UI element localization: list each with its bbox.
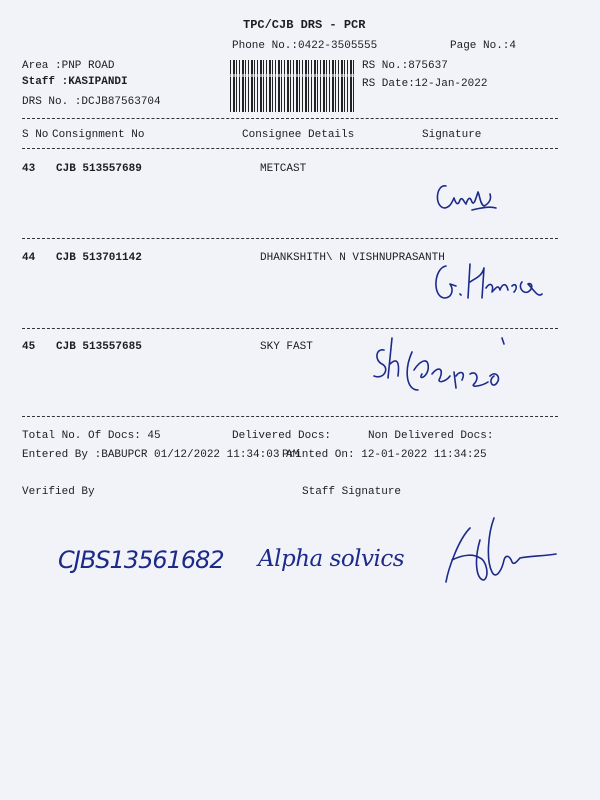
delivered-docs: Delivered Docs: xyxy=(232,430,332,442)
verified-by-label: Verified By xyxy=(22,486,95,498)
rs-number: RS No.:875637 xyxy=(362,60,448,72)
divider xyxy=(22,148,558,149)
non-delivered-docs: Non Delivered Docs: xyxy=(368,430,494,442)
divider xyxy=(22,238,558,239)
recipient-signature-43 xyxy=(432,180,502,220)
divider xyxy=(22,416,558,417)
row-consignment-number: CJB 513557685 xyxy=(56,341,142,353)
column-header-signature: Signature xyxy=(422,129,482,141)
rs-date: RS Date:12-Jan-2022 xyxy=(362,78,488,90)
staff-label: Staff :KASIPANDI xyxy=(22,76,128,88)
divider xyxy=(22,328,558,329)
row-consignee: METCAST xyxy=(260,163,307,175)
column-header-sno: S No xyxy=(22,129,49,141)
printed-on: Printed On: 12-01-2022 11:34:25 xyxy=(282,449,487,461)
handwritten-company-name: Alpha solvics xyxy=(258,546,405,572)
row-sno: 45 xyxy=(22,341,36,353)
area-label: Area :PNP ROAD xyxy=(22,60,115,72)
phone-number: Phone No.:0422-3505555 xyxy=(232,40,378,52)
column-header-consignment: Consignment No xyxy=(52,129,145,141)
column-header-consignee: Consignee Details xyxy=(242,129,355,141)
row-consignee: SKY FAST xyxy=(260,341,313,353)
row-consignee: DHANKSHITH\ N VISHNUPRASANTH xyxy=(260,252,445,264)
entered-by: Entered By :BABUPCR 01/12/2022 11:34:03 AM xyxy=(22,449,300,461)
row-consignment-number: CJB 513701142 xyxy=(56,252,142,264)
total-docs: Total No. Of Docs: 45 xyxy=(22,430,161,442)
barcode-image xyxy=(230,60,354,112)
document-title: TPC/CJB DRS - PCR xyxy=(243,18,366,32)
row-consignment-number: CJB 513557689 xyxy=(56,163,142,175)
row-sno: 44 xyxy=(22,252,36,264)
divider xyxy=(22,118,558,119)
row-sno: 43 xyxy=(22,163,36,175)
drs-number: DRS No. :DCJB87563704 xyxy=(22,96,161,108)
handwritten-consignment-number: CJBS13561682 xyxy=(58,546,224,574)
recipient-signature-45 xyxy=(370,330,520,410)
recipient-signature-44 xyxy=(430,258,550,308)
staff-signature-mark xyxy=(440,510,560,590)
staff-signature-label: Staff Signature xyxy=(302,486,402,498)
page-number: Page No.:4 xyxy=(450,40,517,52)
